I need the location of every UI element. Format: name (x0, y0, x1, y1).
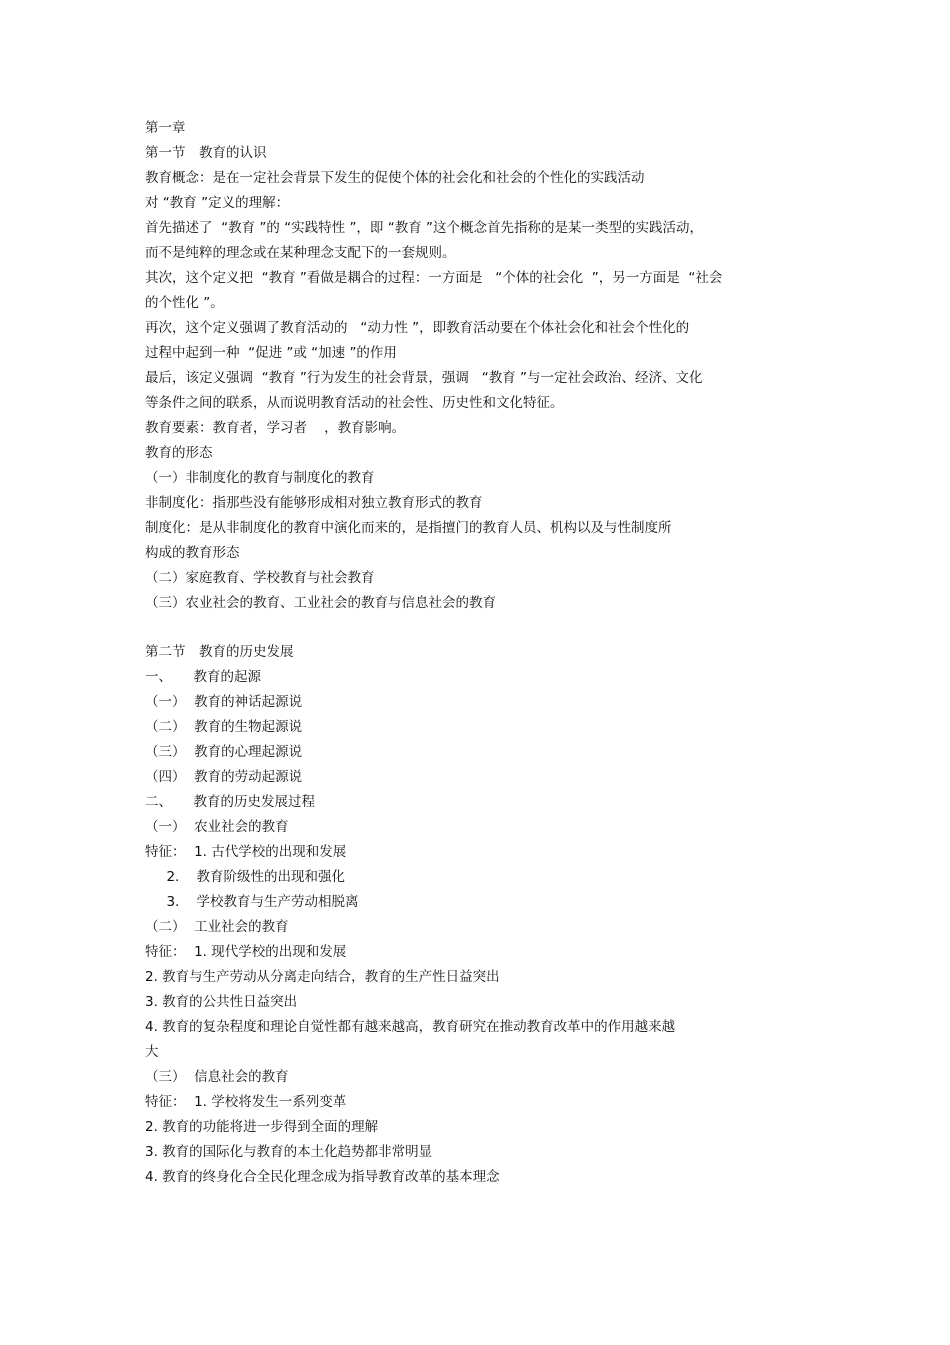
text-line: 其次，这个定义把 “教育 ”看做是耦合的过程：一方面是 “个体的社会化 ”，另一方面是 “社会 (145, 270, 723, 286)
text-line: 特征： 1. 古代学校的出现和发展 (145, 844, 347, 860)
text-line: （二） 工业社会的教育 (145, 919, 289, 935)
text-line: 制度化：是从非制度化的教育中演化而来的，是指擅门的教育人员、机构以及与性制度所 (145, 520, 672, 536)
text-line: 大 (145, 1044, 159, 1060)
text-line: 而不是纯粹的理念或在某种理念支配下的一套规则。 (145, 245, 456, 261)
text-line: （三） 教育的心理起源说 (145, 744, 303, 760)
text-line: （四） 教育的劳动起源说 (145, 769, 303, 785)
text-line: 对 “教育 ”定义的理解： (145, 195, 290, 211)
text-line: 教育要素：教育者，学习者 ，教育影响。 (145, 420, 406, 436)
text-line: 过程中起到一种 “促进 ”或 “加速 ”的作用 (145, 345, 397, 361)
text-line: 3. 学校教育与生产劳动相脱离 (145, 894, 359, 910)
text-line: 2. 教育的功能将进一步得到全面的理解 (145, 1119, 379, 1135)
text-line: （一） 农业社会的教育 (145, 819, 289, 835)
text-line: 再次，这个定义强调了教育活动的 “动力性 ”，即教育活动要在个体社会化和社会个性化的 (145, 320, 690, 336)
text-line: （一）非制度化的教育与制度化的教育 (145, 470, 375, 486)
text-line: （三） 信息社会的教育 (145, 1069, 289, 1085)
text-line: 教育的形态 (145, 445, 213, 461)
text-line: 等条件之间的联系，从而说明教育活动的社会性、历史性和文化特征。 (145, 395, 564, 411)
text-line: 教育概念：是在一定社会背景下发生的促使个体的社会化和社会的个性化的实践活动 (145, 170, 645, 186)
text-line: 一、 教育的起源 (145, 669, 261, 685)
chapter-title: 第一章 (145, 120, 186, 136)
text-line: 非制度化：指那些没有能够形成相对独立教育形式的教育 (145, 495, 483, 511)
text-line: 二、 教育的历史发展过程 (145, 794, 315, 810)
text-line: 3. 教育的公共性日益突出 (145, 994, 298, 1010)
text-line: 2. 教育阶级性的出现和强化 (145, 869, 346, 885)
section-title: 第二节 教育的历史发展 (145, 644, 294, 660)
text-line: （一） 教育的神话起源说 (145, 694, 303, 710)
text-line: 特征： 1. 现代学校的出现和发展 (145, 944, 347, 960)
text-line: 4. 教育的终身化合全民化理念成为指导教育改革的基本理念 (145, 1169, 500, 1185)
text-line: （二） 教育的生物起源说 (145, 719, 303, 735)
text-line: 2. 教育与生产劳动从分离走向结合，教育的生产性日益突出 (145, 969, 500, 985)
text-line: 首先描述了 “教育 ”的 “实践特性 ”，即 “教育 ”这个概念首先指称的是某一类型的实践活动， (145, 220, 704, 236)
text-line: 3. 教育的国际化与教育的本土化趋势都非常明显 (145, 1144, 433, 1160)
text-line: （二）家庭教育、学校教育与社会教育 (145, 570, 375, 586)
text-line: 构成的教育形态 (145, 545, 240, 561)
text-line: 最后，该定义强调 “教育 ”行为发生的社会背景，强调 “教育 ”与一定社会政治、经济、文化 (145, 370, 703, 386)
section-title: 第一节 教育的认识 (145, 145, 267, 161)
text-line: 的个性化 ”。 (145, 295, 224, 311)
text-line: （三）农业社会的教育、工业社会的教育与信息社会的教育 (145, 595, 496, 611)
text-line: 特征： 1. 学校将发生一系列变革 (145, 1094, 347, 1110)
text-line: 4. 教育的复杂程度和理论自觉性都有越来越高，教育研究在推动教育改革中的作用越来越 (145, 1019, 676, 1035)
